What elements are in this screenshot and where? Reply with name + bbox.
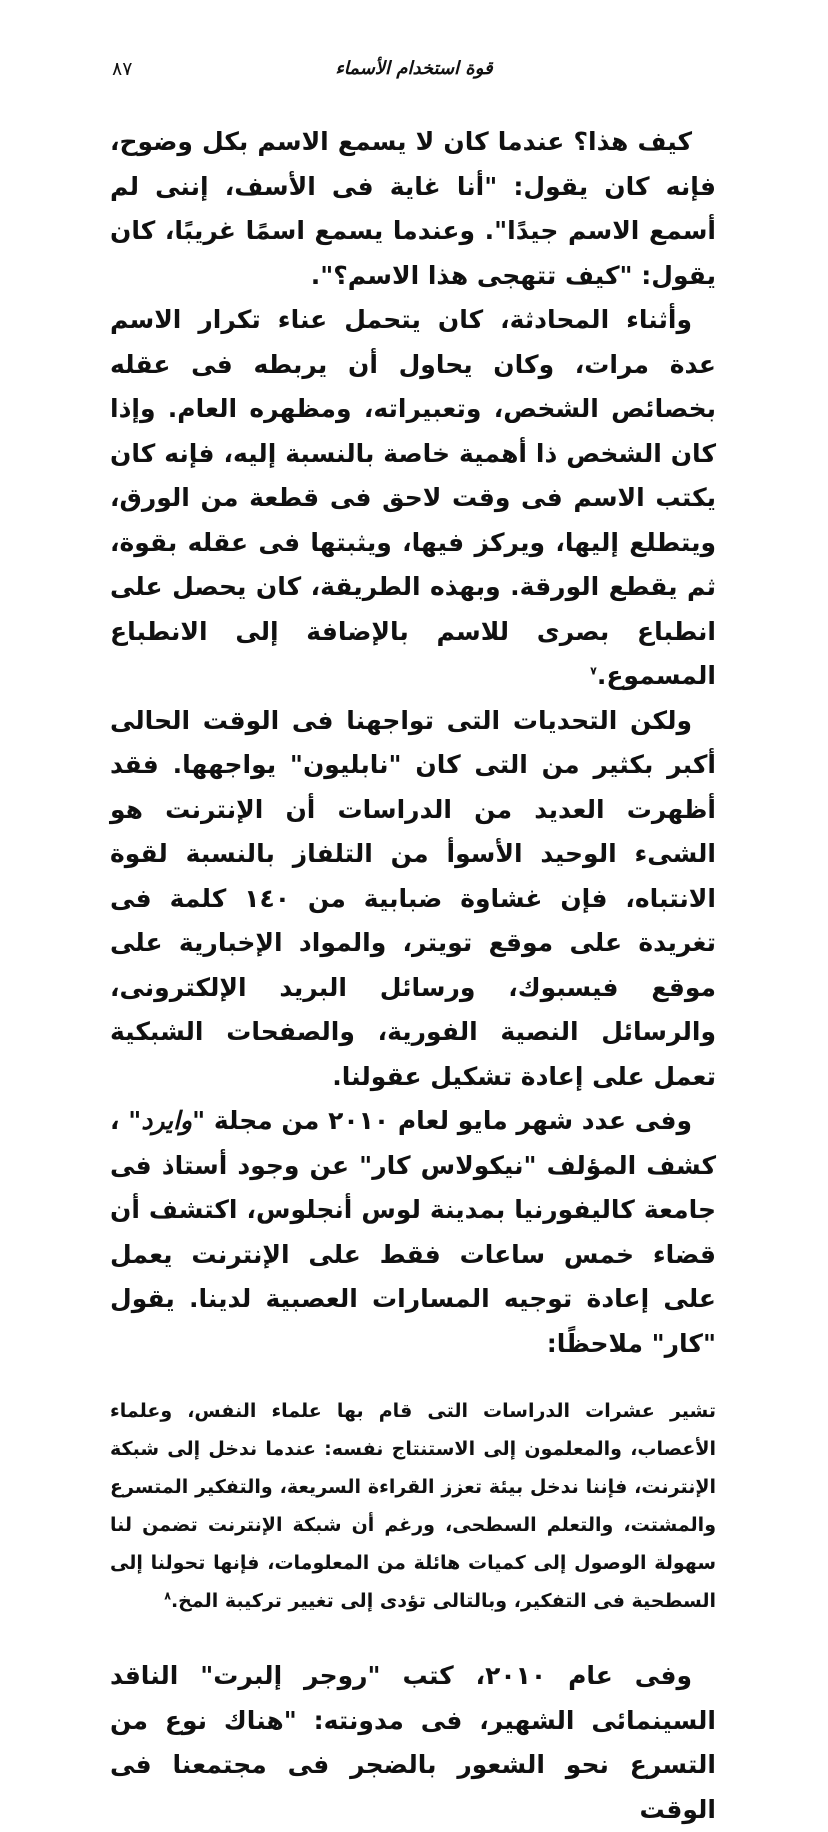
magazine-name: "وايرد": [128, 1106, 206, 1135]
block-quote: [110, 1392, 716, 1620]
footnote-ref-7: ٧: [590, 664, 597, 678]
paragraph-4-start: وفى عدد شهر مايو لعام ٢٠١٠ من مجلة: [205, 1106, 692, 1135]
body-text: [110, 120, 716, 1832]
footnote-ref-8: ٨: [164, 1589, 171, 1603]
paragraph-5: وفى عام ٢٠١٠، كتب "روجر إلبرت" الناقد السينمائى الشهير، فى مدونته: "هناك نوع من التسرع نحو الشعور بالضجر فى مجتمعنا فى الوقت: [110, 1661, 716, 1824]
block-quote-text: تشير عشرات الدراسات التى قام بها علماء النفس، وعلماء الأعصاب، والمعلمون إلى الاستنتاج نفسه: عندما ندخل إلى شبكة الإنترنت، فإننا ندخل بيئة تعزز القراءة السريعة، والتفكير المتسرع والمشتت، والتعلم السطحى، ورغم أن شبكة الإنترنت تضمن لنا سهولة الوصول إلى كميات هائلة من المعلومات، فإنها تحولنا إلى السطحية فى التفكير، وبالتالى تؤدى إلى تغيير تركيبة المخ.: [110, 1400, 716, 1612]
page-number: ٨٧: [112, 58, 133, 80]
paragraph-4-rest: ، كشف المؤلف "نيكولاس كار" عن وجود أستاذ فى جامعة كاليفورنيا بمدينة لوس أنجلوس، اكتشف أن قضاء خمس ساعات فقط على الإنترنت يعمل على إعادة توجيه المسارات العصبية لدينا. يقول "كار" ملاحظًا:: [109, 1106, 716, 1358]
paragraph-2-text: وأثناء المحادثة، كان يتحمل عناء تكرار الاسم عدة مرات، وكان يحاول أن يربطه فى عقله بخصائص الشخص، وتعبيراته، ومظهره العام. وإذا كان الشخص ذا أهمية خاصة بالنسبة إليه، فإنه كان يكتب الاسم فى وقت لاحق فى قطعة من الورق، ويتطلع إليها، ويركز فيها، ويثبتها فى عقله بقوة، ثم يقطع الورقة. وبهذه الطريقة، كان يحصل على انطباع بصرى للاسم بالإضافة إلى الانطباع المسموع.: [110, 305, 716, 690]
running-header: [110, 58, 718, 88]
paragraph-4: [110, 1099, 716, 1366]
paragraph-1: كيف هذا؟ عندما كان لا يسمع الاسم بكل وضوح، فإنه كان يقول: "أنا غاية فى الأسف، إننى لم أسمع الاسم جيدًا". وعندما يسمع اسمًا غريبًا، كان يقول: "كيف تتهجى هذا الاسم؟".: [110, 127, 716, 290]
paragraph-2: [110, 298, 716, 699]
paragraph-3: ولكن التحديات التى تواجهنا فى الوقت الحالى أكبر بكثير من التى كان "نابليون" يواجهها. فقد أظهرت العديد من الدراسات أن الإنترنت هو الشىء الوحيد الأسوأ من التلفاز بالنسبة لقوة الانتباه، فإن غشاوة ضبابية من ١٤٠ كلمة فى تغريدة على موقع تويتر، والمواد الإخبارية على موقع فيسبوك، ورسائل البريد الإلكترونى، والرسائل النصية الفورية، والصفحات الشبكية تعمل على إعادة تشكيل عقولنا.: [110, 705, 716, 1091]
chapter-title: قوة استخدام الأسماء: [335, 58, 493, 79]
